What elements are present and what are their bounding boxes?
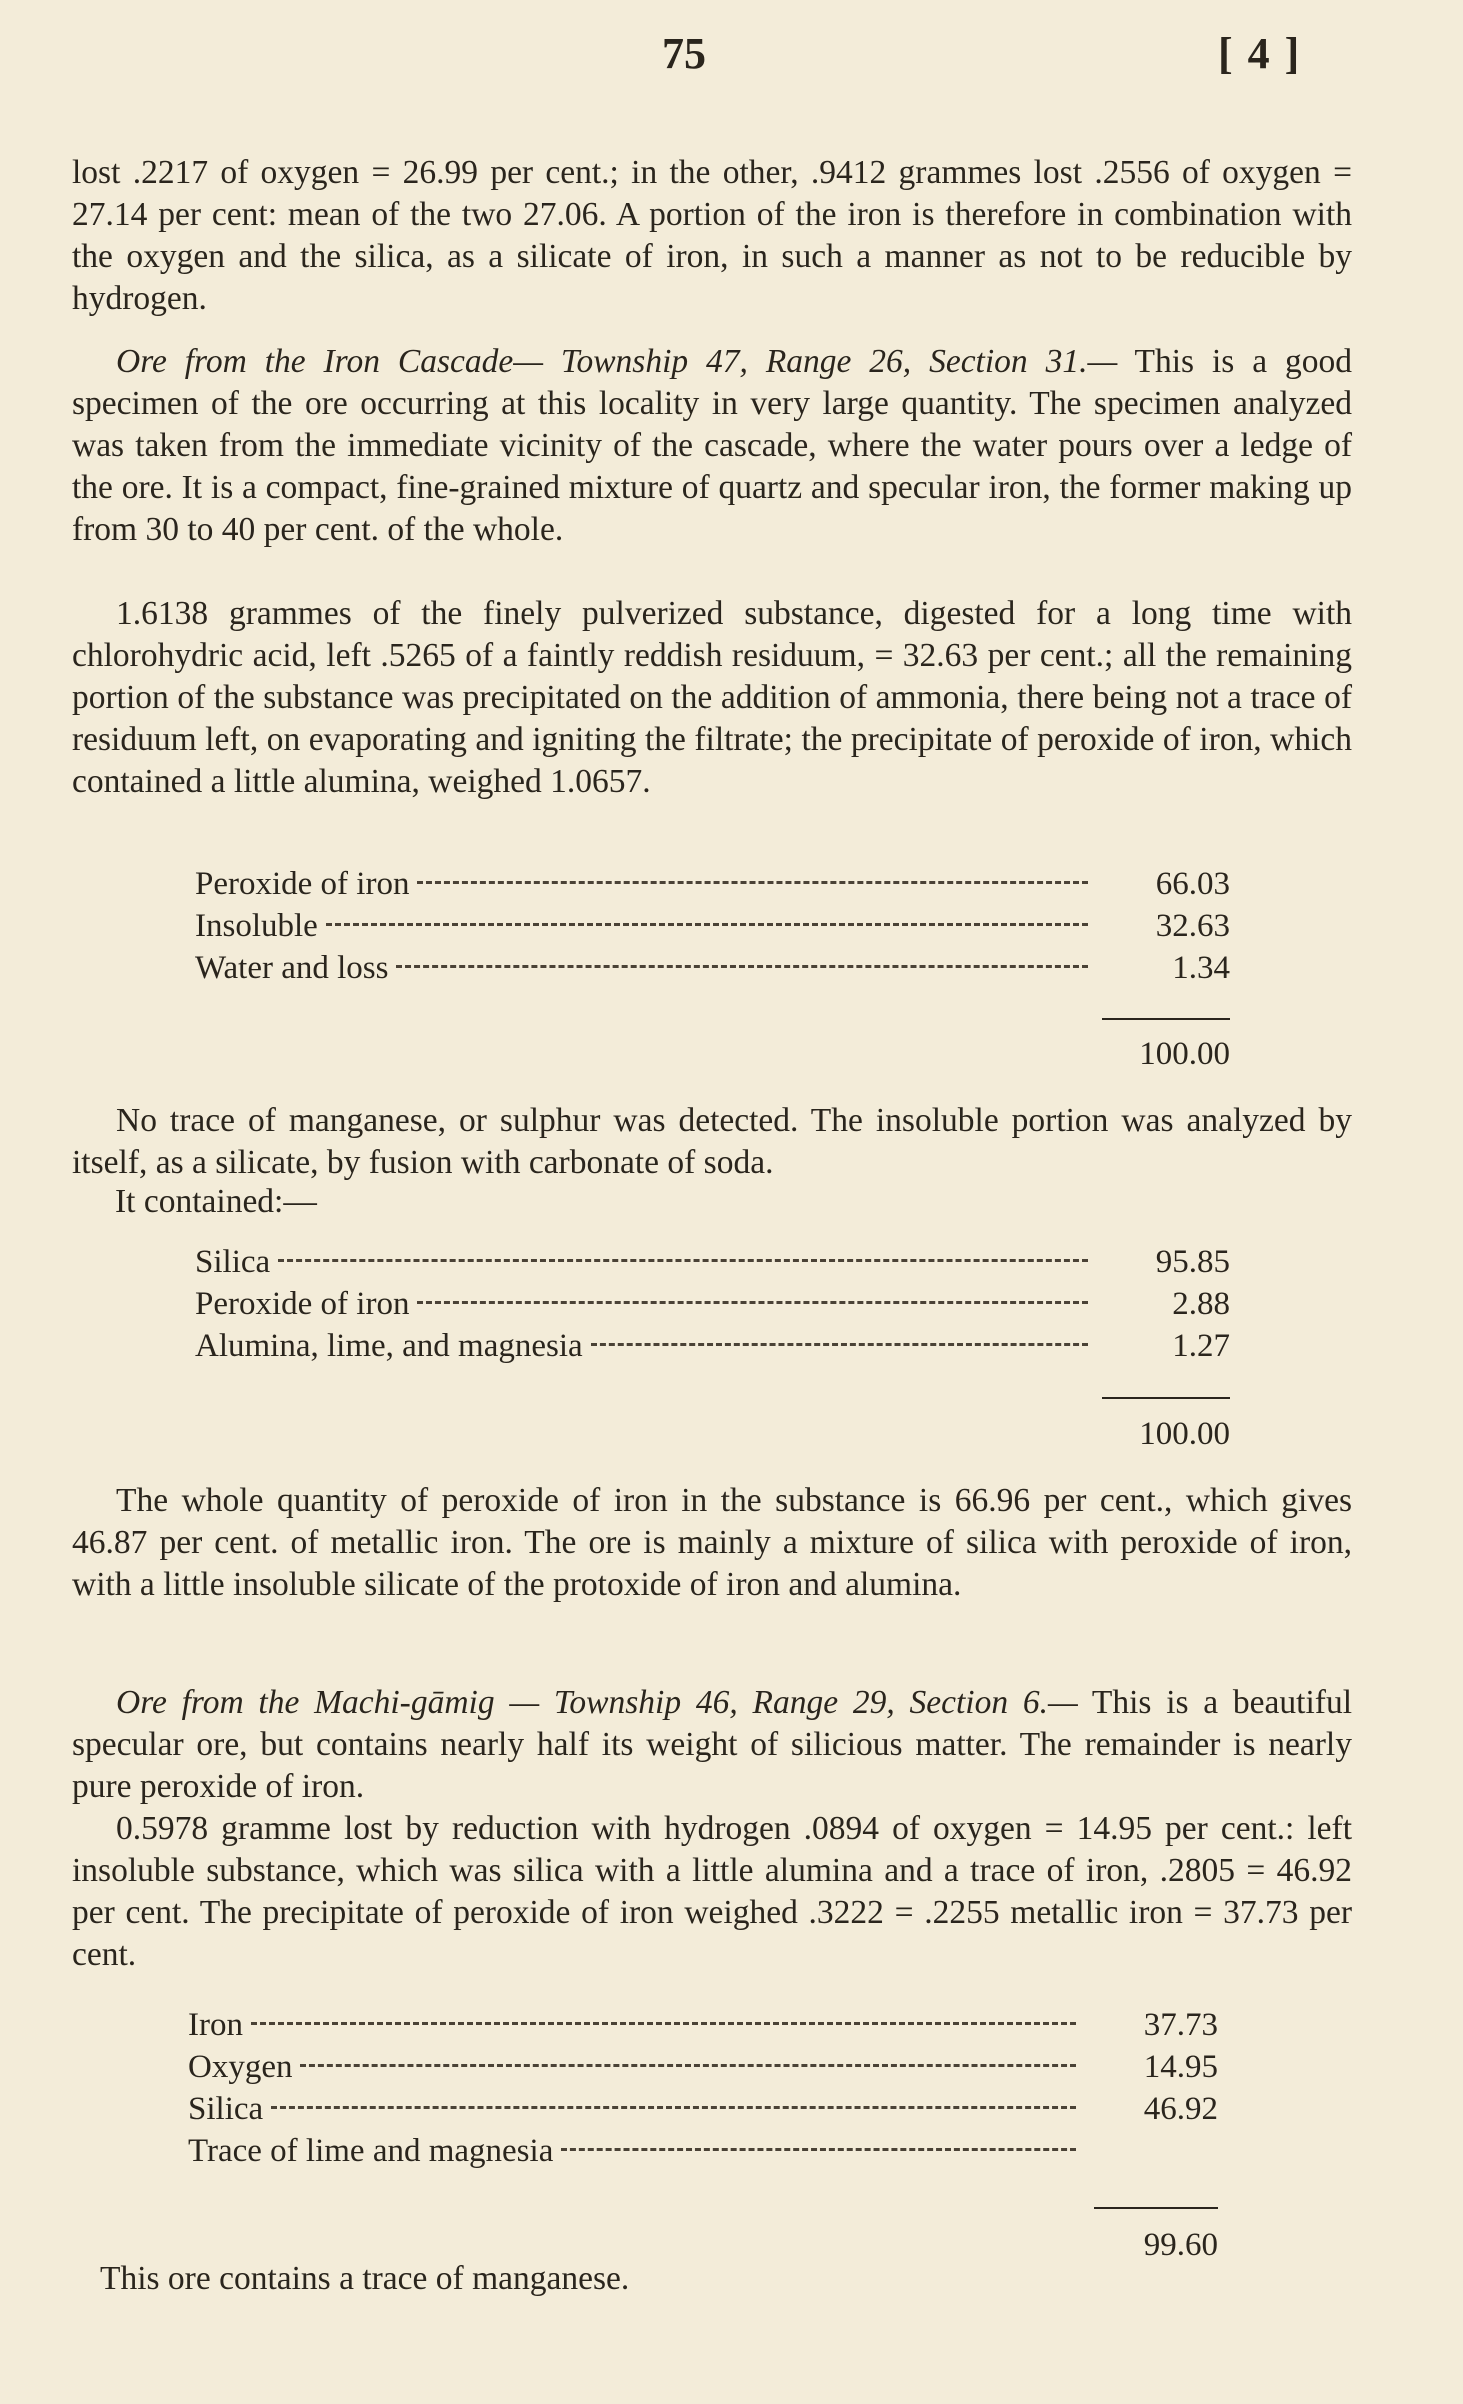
table-row [195, 866, 1230, 908]
row-value: 32.63 [1155, 908, 1230, 944]
table-row [188, 2049, 1218, 2091]
paragraph-iron-cascade-body: This is a good specimen of the ore occurring at this locality in very large quantity. The specimen analyzed was taken from the immediate vicinity of the cascade, where the water pours over a ledge of the ore. It is a compact, fine-grained mixture of quartz and specular iron, the former making up from 30 to 40 per cent. of the whole. [72, 343, 1352, 548]
row-label: Oxygen [188, 2049, 293, 2085]
dot-leader [300, 2064, 1076, 2067]
closing-line: This ore contains a trace of manganese. [100, 2260, 630, 2297]
dot-leader [396, 965, 1088, 968]
sum-rule [1102, 1018, 1230, 1020]
paragraph-1: lost .2217 of oxygen = 26.99 per cent.; in the other, .9412 grammes lost .2556 of oxygen = 27.14 per cent: mean of the two 27.06. A portion of the iron is therefore in combination with the oxygen and the silica, as a silicate of iron, in such a manner as not to be reducible by hydrogen. [72, 154, 1352, 317]
analysis-table-3 [188, 2007, 1218, 2175]
row-value: 14.95 [1143, 2049, 1218, 2085]
row-label: Water and loss [195, 950, 389, 986]
sum-rule [1102, 1397, 1230, 1399]
page-number: 75 [662, 29, 706, 78]
row-label: Peroxide of iron [195, 1286, 410, 1322]
dot-leader [326, 923, 1088, 926]
table-row [195, 908, 1230, 950]
section-heading-iron-cascade: Ore from the Iron Cascade— Township 47, Range 26, Section 31.— [116, 343, 1118, 380]
table-row [188, 2007, 1218, 2049]
dot-leader [271, 2106, 1076, 2109]
paragraph-no-manganese: No trace of manganese, or sulphur was detected. The insoluble portion was analyzed by itself, as a silicate, by fusion with carbonate of soda. [72, 1102, 1352, 1181]
section-heading-machigamig: Ore from the Machi-gāmig — Township 46, Range 29, Section 6.— [116, 1684, 1078, 1721]
row-value: 46.92 [1143, 2091, 1218, 2127]
dot-leader [417, 881, 1088, 884]
row-value: 95.85 [1155, 1244, 1230, 1280]
table-total: 100.00 [1139, 1416, 1230, 1452]
table-total: 100.00 [1139, 1036, 1230, 1072]
paragraph-whole-quantity: The whole quantity of peroxide of iron in the substance is 66.96 per cent., which gives 46.87 per cent. of metallic iron. The ore is mainly a mixture of silica with peroxide of iron, with a little insoluble silicate of the protoxide of iron and alumina. [72, 1482, 1352, 1603]
paragraph-reduction: 0.5978 gramme lost by reduction with hydrogen .0894 of oxygen = 14.95 per cent.: left insoluble substance, which was silica with a little alumina and a trace of iron, .2805 = 46.92 per cent. The precipitate of peroxide of iron weighed .3222 = .2255 metallic iron = 37.73 per cent. [72, 1810, 1352, 1973]
table-row [188, 2091, 1218, 2133]
signature-mark: [ 4 ] [1218, 29, 1302, 78]
paragraph-machigamig [72, 1682, 1352, 1808]
table-total: 99.60 [1143, 2227, 1218, 2263]
table-row [195, 1286, 1230, 1328]
table-row [188, 2133, 1218, 2175]
dot-leader [561, 2148, 1076, 2151]
row-label: Silica [188, 2091, 264, 2127]
paragraph-iron-cascade [72, 341, 1352, 551]
dot-leader [417, 1301, 1088, 1304]
row-value: 37.73 [1143, 2007, 1218, 2043]
row-label: Trace of lime and magnesia [188, 2133, 554, 2169]
row-label: Alumina, lime, and magnesia [195, 1328, 583, 1364]
paragraph-digestion: 1.6138 grammes of the finely pulverized substance, digested for a long time with chlorohydric acid, left .5265 of a faintly reddish residuum, = 32.63 per cent.; all the remaining portion of the substance was precipitated on the addition of ammonia, there being not a trace of residuum left, on evaporating and igniting the filtrate; the precipitate of peroxide of iron, which contained a little alumina, weighed 1.0657. [72, 595, 1352, 800]
row-value: 1.27 [1172, 1328, 1230, 1364]
sum-rule [1094, 2207, 1218, 2209]
table-row [195, 1244, 1230, 1286]
dot-leader [591, 1343, 1088, 1346]
paragraph-machigamig-body: This is a beautiful specular ore, but contains nearly half its weight of silicious matter. The remainder is nearly pure peroxide of iron. [72, 1684, 1352, 1805]
analysis-table-1 [195, 866, 1230, 992]
dot-leader [251, 2022, 1076, 2025]
row-label: Insoluble [195, 908, 318, 944]
table-intro: It contained:— [115, 1183, 317, 1220]
dot-leader [278, 1259, 1088, 1262]
table-row [195, 950, 1230, 992]
row-label: Peroxide of iron [195, 866, 410, 902]
row-value: 1.34 [1172, 950, 1230, 986]
analysis-table-2 [195, 1244, 1230, 1370]
row-value: 66.03 [1155, 866, 1230, 902]
table-row [195, 1328, 1230, 1370]
row-label: Silica [195, 1244, 271, 1280]
row-label: Iron [188, 2007, 243, 2043]
row-value: 2.88 [1172, 1286, 1230, 1322]
